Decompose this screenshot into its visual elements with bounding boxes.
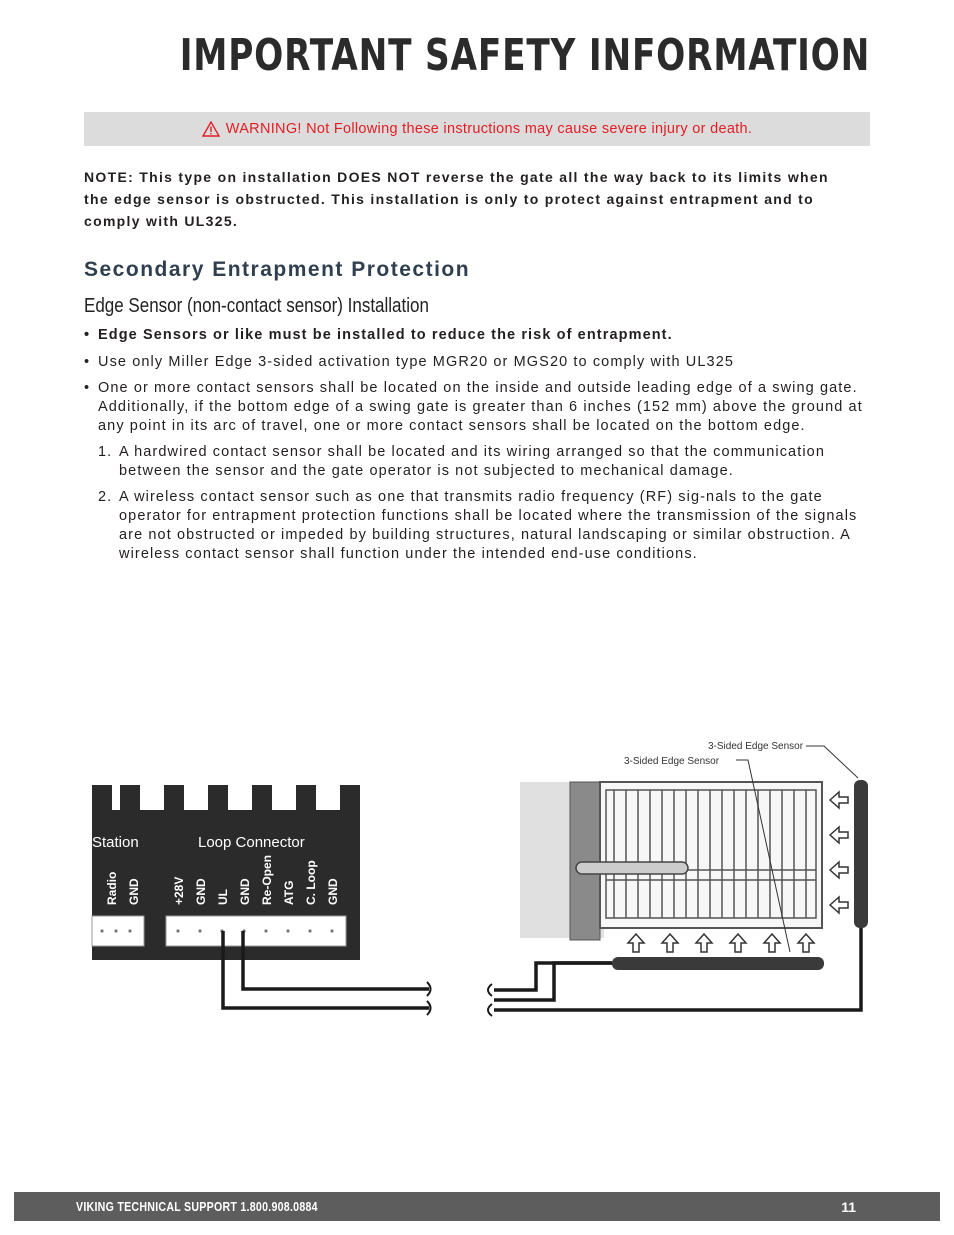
station-label: Station xyxy=(92,834,139,851)
section-subheading: Edge Sensor (non-contact sensor) Installation xyxy=(84,295,429,317)
pin-label: GND xyxy=(127,878,141,905)
page-number: 11 xyxy=(841,1198,856,1215)
list-item-text: One or more contact sensors shall be located on the inside and outside leading edge of a swing gate. Additionally, if the bottom edge of a swing gate is greater than 6 inches (152 mm) above the ground at any point in its arc of travel, one or more contact sensors shall be located on the bottom edge. xyxy=(98,380,863,434)
loop-connector-label: Loop Connector xyxy=(198,834,305,851)
support-phone: VIKING TECHNICAL SUPPORT 1.800.908.0884 xyxy=(76,1199,318,1214)
pin-label: +28V xyxy=(172,876,186,905)
numbered-item-text: A hardwired contact sensor shall be located and its wiring arranged so that the communication between the sensor and the gate operator is not subjected to mechanical damage. xyxy=(119,444,825,479)
numbered-item: 2. A wireless contact sensor such as one that transmits radio frequency (RF) sig-nals to the gate operator for entrapment protection functions shall be located where the transmission of the signals are not obstructed or impeded by building structures, natural landscaping or similar obstruction. A wireless contact sensor shall function under the intended end-use conditions. xyxy=(98,489,858,562)
list-item-text: Use only Miller Edge 3-sided activation type MGR20 or MGS20 to comply with UL325 xyxy=(98,354,735,370)
pin-label: C. Loop xyxy=(304,860,318,905)
pin-label: ATG xyxy=(282,880,296,905)
pin-label: Radio xyxy=(105,871,119,905)
pin-label: GND xyxy=(326,878,340,905)
requirements-list xyxy=(84,326,870,571)
page-footer xyxy=(14,1192,940,1221)
list-item: • Use only Miller Edge 3-sided activation type MGR20 or MGS20 to comply with UL325 xyxy=(84,354,735,370)
edge-sensor-label-bottom: 3-Sided Edge Sensor xyxy=(624,756,720,767)
pin-label: GND xyxy=(238,878,252,905)
warning-triangle-icon xyxy=(202,121,220,137)
list-item-text: Edge Sensors or like must be installed to reduce the risk of entrapment. xyxy=(98,327,673,343)
section-heading: Secondary Entrapment Protection xyxy=(84,258,471,281)
numbered-item: 1. A hardwired contact sensor shall be located and its wiring arranged so that the communication between the sensor and the gate operator is not subjected to mechanical damage. xyxy=(98,444,825,479)
control-board xyxy=(92,785,431,1015)
pin-label: Re-Open xyxy=(260,854,274,905)
numbered-item-text: A wireless contact sensor such as one that transmits radio frequency (RF) sig-nals to the gate operator for entrapment protection functions shall be located where the transmission of the signals are not obstructed or impeded by building structures, natural landscaping or similar obstruction. A wireless contact sensor shall function under the intended end-use conditions. xyxy=(119,489,858,562)
swing-gate xyxy=(488,741,868,1016)
pin-label: GND xyxy=(194,878,208,905)
edge-sensor-label-top: 3-Sided Edge Sensor xyxy=(708,741,804,752)
installation-note: NOTE: This type on installation DOES NOT reverse the gate all the way back to its limits when the edge sensor is obstructed. This installation is only to protect against entrapment and to comply with UL325. xyxy=(84,169,829,229)
pin-label: UL xyxy=(216,889,230,905)
list-item: • Edge Sensors or like must be installed to reduce the risk of entrapment. xyxy=(84,327,673,343)
page-title: IMPORTANT SAFETY INFORMATION xyxy=(179,30,870,81)
warning-text: WARNING! Not Following these instructions may cause severe injury or death. xyxy=(225,121,753,137)
wiring-diagram xyxy=(84,730,874,1030)
list-item: • One or more contact sensors shall be located on the inside and outside leading edge of a swing gate. Additionally, if the bottom edge of a swing gate is greater than 6 inches (152 mm) above the ground at any point in its arc of travel, one or more contact sensors shall be located on the bottom edge. xyxy=(84,380,863,434)
warning-banner xyxy=(84,112,870,146)
